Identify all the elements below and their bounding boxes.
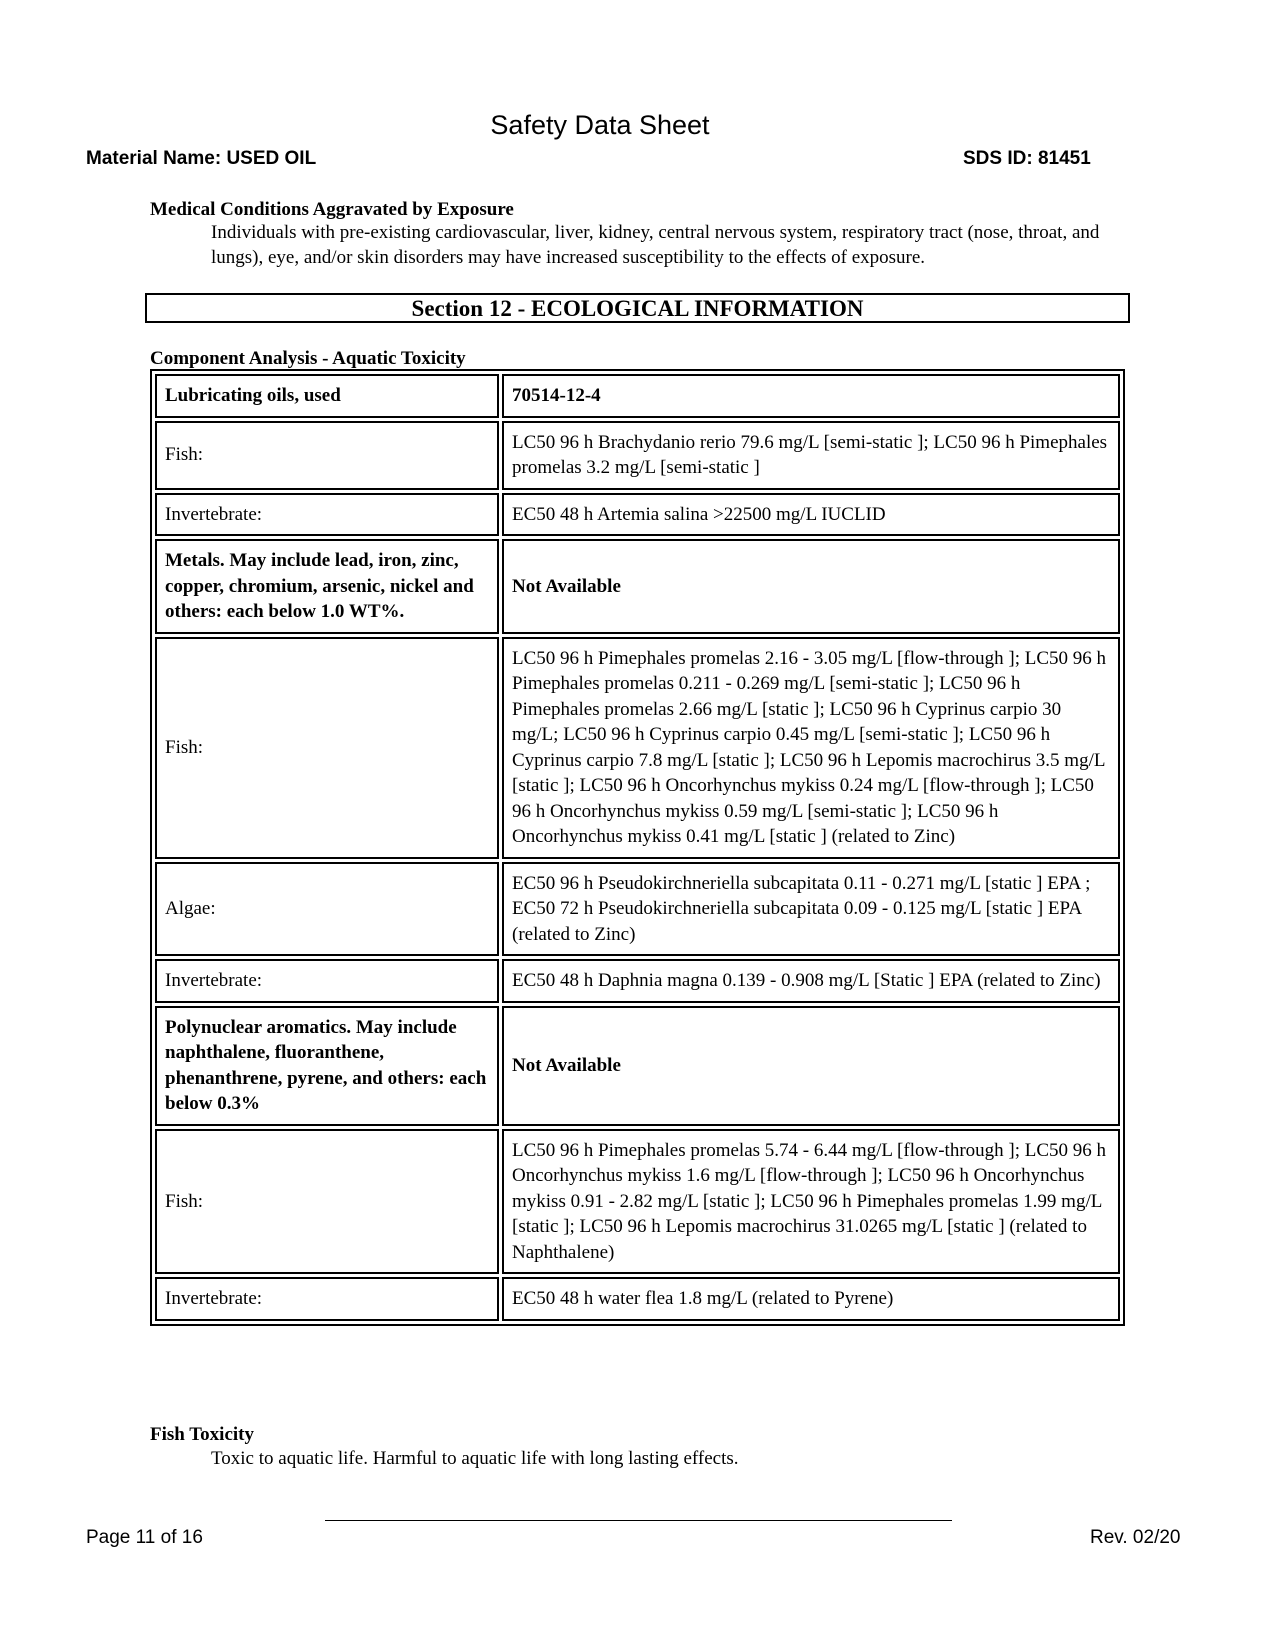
fish-toxicity-text: Toxic to aquatic life. Harmful to aquatic life with long lasting effects. [211,1448,739,1469]
page-number: Page 11 of 16 [86,1527,203,1548]
section-12-title: Section 12 - ECOLOGICAL INFORMATION [145,293,1130,323]
component-name-cell: Metals. May include lead, iron, zinc, copper, chromium, arsenic, nickel and others: each below 1.0 WT%. [155,539,499,634]
cas-number-cell: Not Available [502,539,1120,634]
toxicity-value-cell: EC50 48 h water flea 1.8 mg/L (related to Pyrene) [502,1277,1120,1321]
table-row [155,374,1120,418]
table-row [155,1129,1120,1275]
table-row [155,493,1120,537]
component-name-cell: Lubricating oils, used [155,374,499,418]
toxicity-value-cell: EC50 96 h Pseudokirchneriella subcapitata 0.11 - 0.271 mg/L [static ] EPA ; EC50 72 h Pseudokirchneriella subcapitata 0.09 - 0.125 mg/L [static ] EPA (related to Zinc) [502,862,1120,957]
revision-label: Rev. 02/20 [1090,1527,1181,1548]
sds-id: SDS ID: 81451 [963,148,1091,169]
toxicity-value-cell: LC50 96 h Brachydanio rerio 79.6 mg/L [semi-static ]; LC50 96 h Pimephales promelas 3.2 mg/L [semi-static ] [502,421,1120,490]
table-row [155,1006,1120,1126]
table-row [155,539,1120,634]
toxicity-value-cell: EC50 48 h Artemia salina >22500 mg/L IUCLID [502,493,1120,537]
component-name-cell: Polynuclear aromatics. May include naphthalene, fluoranthene, phenanthrene, pyrene, and others: each below 0.3% [155,1006,499,1126]
cas-number-cell: 70514-12-4 [502,374,1120,418]
aquatic-toxicity-table [150,369,1125,1326]
toxicity-value-cell: LC50 96 h Pimephales promelas 5.74 - 6.44 mg/L [flow-through ]; LC50 96 h Oncorhynchus mykiss 1.6 mg/L [flow-through ]; LC50 96 h Oncorhynchus mykiss 0.91 - 2.82 mg/L [static ]; LC50 96 h Pimephales promelas 1.99 mg/L [static ]; LC50 96 h Lepomis macrochirus 31.0265 mg/L [static ] (related to Naphthalene) [502,1129,1120,1275]
table-row [155,959,1120,1003]
organism-cell: Invertebrate: [155,493,499,537]
organism-cell: Fish: [155,1129,499,1275]
material-name: Material Name: USED OIL [86,148,317,169]
component-analysis-heading: Component Analysis - Aquatic Toxicity [150,348,466,369]
organism-cell: Algae: [155,862,499,957]
organism-cell: Fish: [155,421,499,490]
organism-cell: Fish: [155,637,499,859]
table-row [155,1277,1120,1321]
toxicity-value-cell: LC50 96 h Pimephales promelas 2.16 - 3.05 mg/L [flow-through ]; LC50 96 h Pimephales promelas 0.211 - 0.269 mg/L [semi-static ]; LC50 96 h Pimephales promelas 2.66 mg/L [static ]; LC50 96 h Cyprinus carpio 30 mg/L; LC50 96 h Cyprinus carpio 0.45 mg/L [semi-static ]; LC50 96 h Cyprinus carpio 7.8 mg/L [static ]; LC50 96 h Lepomis macrochirus 3.5 mg/L [static ]; LC50 96 h Oncorhynchus mykiss 0.24 mg/L [flow-through ]; LC50 96 h Oncorhynchus mykiss 0.59 mg/L [semi-static ]; LC50 96 h Oncorhynchus mykiss 0.41 mg/L [static ] (related to Zinc) [502,637,1120,859]
table-row [155,421,1120,490]
footer-divider [325,1520,952,1521]
toxicity-value-cell: EC50 48 h Daphnia magna 0.139 - 0.908 mg/L [Static ] EPA (related to Zinc) [502,959,1120,1003]
table-row [155,637,1120,859]
cas-number-cell: Not Available [502,1006,1120,1126]
fish-toxicity-heading: Fish Toxicity [150,1424,254,1445]
document-title: Safety Data Sheet [490,110,710,140]
medical-conditions-heading: Medical Conditions Aggravated by Exposure [150,199,514,220]
organism-cell: Invertebrate: [155,1277,499,1321]
medical-conditions-text: Individuals with pre-existing cardiovascular, liver, kidney, central nervous system, respiratory tract (nose, throat, and lungs), eye, and/or skin disorders may have increased susceptibility to the effects of exposure. [211,222,1100,268]
organism-cell: Invertebrate: [155,959,499,1003]
table-row [155,862,1120,957]
